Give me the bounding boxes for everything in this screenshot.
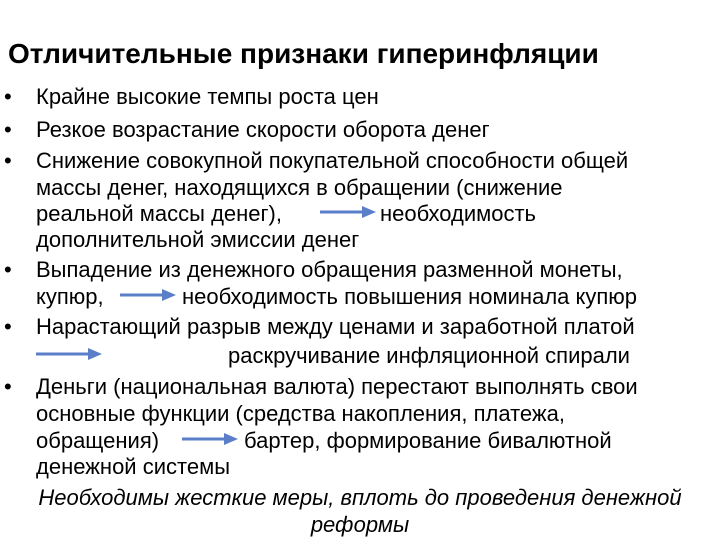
arrow-head [362,206,376,218]
arrow-head [224,433,238,445]
list-item-4-line-1: Выпадение из денежного обращения разменной монеты, [36,257,623,282]
slide-title: Отличительные признаки гиперинфляции [8,38,599,69]
arrow-right-icon [180,431,240,447]
arrow-right-icon [118,287,178,303]
list-item-3-line-4: дополнительной эмиссии денег [36,227,360,252]
list-item-1-line-1: Крайне высокие темпы роста цен [36,84,379,109]
conclusion-line-1: Необходимы жесткие меры, вплоть до проведения денежной [38,485,682,510]
list-item-5-line-1: Нарастающий разрыв между ценами и заработной платой [36,314,635,339]
conclusion-line-2: реформы [310,512,410,537]
list-item-6-line-3a: обращения) [36,428,160,453]
list-item-6-line-1: Деньги (национальная валюта) перестают выполнять свои [36,374,638,399]
bullet-marker: • [4,257,12,282]
bullet-marker: • [4,117,12,142]
list-item-6-line-2: основные функции (средства накопления, платежа, [36,401,565,426]
list-item-3-line-3a: реальной массы денег), [36,201,282,226]
bullet-marker: • [4,148,12,173]
arrow-right-icon [318,204,378,220]
list-item-4-line-2b: необходимость повышения номинала купюр [182,284,638,309]
list-item-5-line-2: раскручивание инфляционной спирали [228,343,630,368]
list-item-4-line-2a: купюр, [36,284,104,309]
list-item-6-line-4: денежной системы [36,454,231,479]
bullet-marker: • [4,374,12,399]
list-item-2-line-1: Резкое возрастание скорости оборота денег [36,117,490,142]
list-item-3-line-3b: необходимость [380,201,537,226]
arrow-head [162,289,176,301]
arrow-right-icon [34,346,104,362]
list-item-3-line-2: массы денег, находящихся в обращении (снижение [36,175,563,200]
bullet-marker: • [4,84,12,109]
arrow-head [88,348,102,360]
list-item-3-line-1: Снижение совокупной покупательной способности общей [36,148,629,173]
list-item-6-line-3b: бартер, формирование бивалютной [244,428,612,453]
bullet-marker: • [4,314,12,339]
